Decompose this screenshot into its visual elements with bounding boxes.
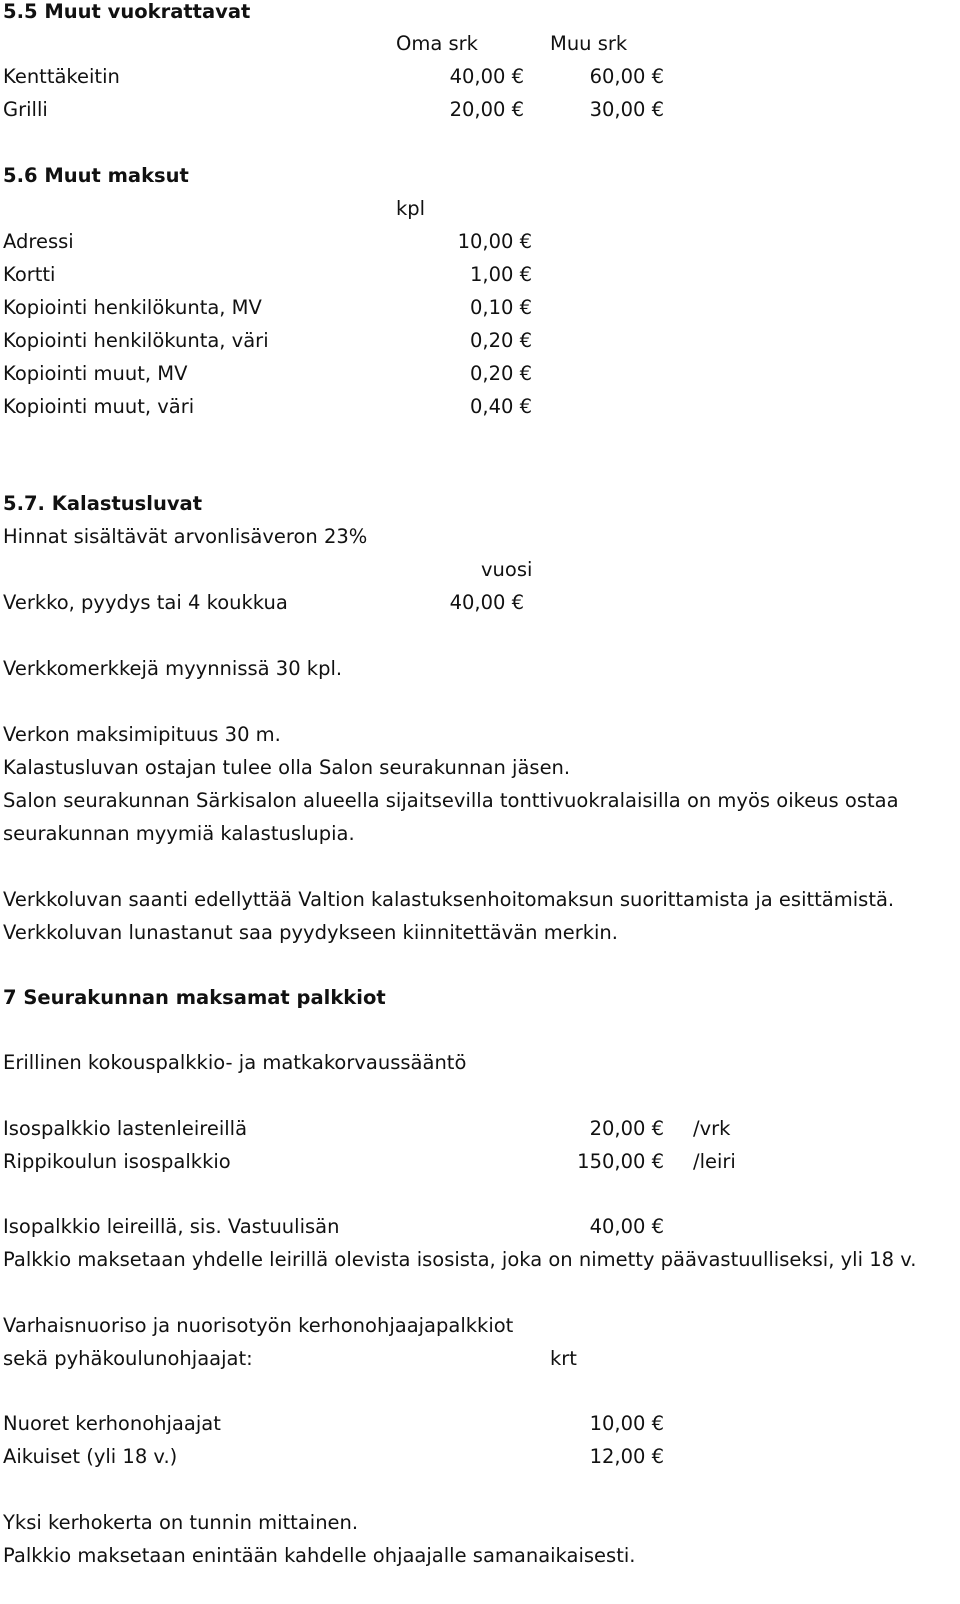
fee-item-label: Kopiointi muut, väri (3, 395, 195, 418)
rental-item-other-price: 60,00 € (589, 65, 664, 88)
fee-item-label: Kortti (3, 263, 56, 286)
rental-item-label: Grilli (3, 98, 48, 121)
section-heading-5-6: 5.6 Muut maksut (3, 164, 189, 187)
compensation-item-unit: /leiri (693, 1150, 736, 1173)
club-item-label: Aikuiset (yli 18 v.) (3, 1445, 178, 1468)
column-header-year: vuosi (481, 558, 533, 581)
rental-item-label: Kenttäkeitin (3, 65, 120, 88)
vat-note: Hinnat sisältävät arvonlisäveron 23% (3, 525, 368, 548)
section-heading-7: 7 Seurakunnan maksamat palkkiot (3, 986, 386, 1009)
fee-item-label: Kopiointi henkilökunta, MV (3, 296, 262, 319)
fee-item-label: Adressi (3, 230, 74, 253)
column-header-own-parish: Oma srk (396, 32, 478, 55)
club-title-line-1: Varhaisnuoriso ja nuorisotyön kerhonohjaajapalkkiot (3, 1314, 514, 1337)
column-header-unit: kpl (396, 197, 426, 220)
footer-note: Yksi kerhokerta on tunnin mittainen. (3, 1511, 359, 1534)
fee-item-price: 0,20 € (469, 362, 532, 385)
club-title-line-2: sekä pyhäkoulunohjaajat: (3, 1347, 253, 1370)
compensation-item-label: Rippikoulun isospalkkio (3, 1150, 231, 1173)
leader-bonus-note: Palkkio maksetaan yhdelle leirillä olevista isosista, joka on nimetty päävastuulliseksi, yli 18 v. (3, 1248, 917, 1271)
rental-item-own-price: 20,00 € (449, 98, 524, 121)
leader-bonus-label: Isopalkkio leireillä, sis. Vastuulisän (3, 1215, 340, 1238)
footer-note: Palkkio maksetaan enintään kahdelle ohjaajalle samanaikaisesti. (3, 1544, 636, 1567)
fee-item-label: Kopiointi henkilökunta, väri (3, 329, 269, 352)
rental-item-own-price: 40,00 € (449, 65, 524, 88)
section-heading-5-5: 5.5 Muut vuokrattavat (3, 0, 251, 23)
license-note: Verkon maksimipituus 30 m. (3, 723, 281, 746)
club-item-price: 12,00 € (589, 1445, 664, 1468)
compensation-item-price: 20,00 € (589, 1117, 664, 1140)
license-note: Verkkomerkkejä myynnissä 30 kpl. (3, 657, 343, 680)
fee-item-price: 1,00 € (469, 263, 532, 286)
column-header-other-parish: Muu srk (550, 32, 628, 55)
license-item-label: Verkko, pyydys tai 4 koukkua (3, 591, 288, 614)
fee-item-price: 0,20 € (469, 329, 532, 352)
license-note: Verkkoluvan saanti edellyttää Valtion kalastuksenhoitomaksun suorittamista ja esittämistä. (3, 888, 895, 911)
license-note: seurakunnan myymiä kalastuslupia. (3, 822, 355, 845)
fee-item-price: 0,40 € (469, 395, 532, 418)
compensation-rule: Erillinen kokouspalkkio- ja matkakorvaussääntö (3, 1051, 467, 1074)
club-item-price: 10,00 € (589, 1412, 664, 1435)
license-note: Kalastusluvan ostajan tulee olla Salon seurakunnan jäsen. (3, 756, 571, 779)
leader-bonus-price: 40,00 € (589, 1215, 664, 1238)
section-heading-5-7: 5.7. Kalastusluvat (3, 492, 203, 515)
club-item-label: Nuoret kerhonohjaajat (3, 1412, 221, 1435)
fee-item-label: Kopiointi muut, MV (3, 362, 188, 385)
license-note: Verkkoluvan lunastanut saa pyydykseen kiinnitettävän merkin. (3, 921, 618, 944)
compensation-item-price: 150,00 € (577, 1150, 664, 1173)
license-item-price: 40,00 € (449, 591, 524, 614)
compensation-item-label: Isospalkkio lastenleireillä (3, 1117, 248, 1140)
compensation-item-unit: /vrk (693, 1117, 731, 1140)
license-note: Salon seurakunnan Särkisalon alueella sijaitsevilla tonttivuokralaisilla on myös oikeus ostaa (3, 789, 899, 812)
rental-item-other-price: 30,00 € (589, 98, 664, 121)
column-header-times: krt (550, 1347, 577, 1370)
fee-item-price: 0,10 € (469, 296, 532, 319)
fee-item-price: 10,00 € (457, 230, 532, 253)
